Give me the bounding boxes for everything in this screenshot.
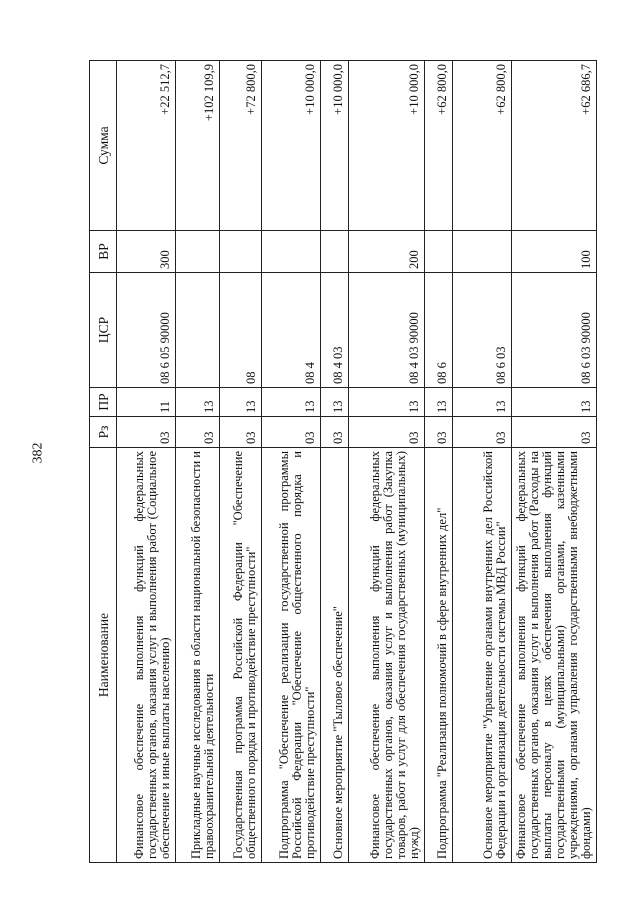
- cell-rz: 03: [512, 417, 597, 448]
- cell-csr: 08 6 03: [453, 273, 512, 388]
- cell-name: Финансовое обеспечение выполнения функций федеральных государственных органов, оказания услуг и выполнения работ (Расходы на выплаты персоналу в целях обеспечения выполнения функций государственными (муниципальными) органами, казенными учреждениями, органами управления государственными внебюджетными фондами): [512, 448, 597, 863]
- table-row: [262, 61, 321, 863]
- cell-csr: 08: [220, 273, 262, 388]
- cell-pr: 13: [453, 388, 512, 417]
- cell-pr: 13: [176, 388, 220, 417]
- cell-pr: 13: [425, 388, 453, 417]
- cell-rz: 03: [220, 417, 262, 448]
- cell-rz: 03: [117, 417, 176, 448]
- cell-name: Основное мероприятие "Управление органами внутренних дел Российской Федерации и организация деятельности системы МВД России": [453, 448, 512, 863]
- table-header-row: [90, 61, 117, 863]
- header-sum: Сумма: [90, 61, 117, 231]
- cell-pr: 13: [262, 388, 321, 417]
- cell-rz: 03: [321, 417, 349, 448]
- page-number: [27, 438, 49, 468]
- cell-sum: +62 686,7: [512, 61, 597, 231]
- cell-vr: 100: [512, 231, 597, 273]
- cell-csr: [176, 273, 220, 388]
- cell-sum: +72 800,0: [220, 61, 262, 231]
- cell-name: Прикладные научные исследования в области национальной безопасности и правоохранительной деятельности: [176, 448, 220, 863]
- cell-sum: +10 000,0: [321, 61, 349, 231]
- cell-vr: [453, 231, 512, 273]
- header-pr: ПР: [90, 388, 117, 417]
- cell-rz: 03: [349, 417, 425, 448]
- table-row: [220, 61, 262, 863]
- header-rz: Рз: [90, 417, 117, 448]
- cell-rz: 03: [453, 417, 512, 448]
- cell-name: Подпрограмма "Реализация полномочий в сфере внутренних дел": [425, 448, 453, 863]
- page-number-text: 382: [30, 442, 45, 464]
- cell-name: Финансовое обеспечение выполнения функций федеральных государственных органов, оказания услуг и выполнения работ (Социальное обеспечение и иные выплаты населению): [117, 448, 176, 863]
- cell-name: Финансовое обеспечение выполнения функций федеральных государственных органов, оказания услуг и выполнения работ (Закупка товаров, работ и услуг для обеспечения государственных (муниципальных) нужд): [349, 448, 425, 863]
- cell-rz: 03: [262, 417, 321, 448]
- table-row: [321, 61, 349, 863]
- cell-csr: 08 4: [262, 273, 321, 388]
- cell-rz: 03: [425, 417, 453, 448]
- cell-name: Государственная программа Российской Федерации "Обеспечение общественного порядка и противодействие преступности": [220, 448, 262, 863]
- budget-table: [89, 60, 597, 863]
- budget-table-container: [89, 61, 593, 863]
- cell-pr: 13: [321, 388, 349, 417]
- cell-vr: 200: [349, 231, 425, 273]
- cell-pr: 13: [220, 388, 262, 417]
- table-row: [349, 61, 425, 863]
- cell-csr: 08 6: [425, 273, 453, 388]
- cell-vr: [262, 231, 321, 273]
- table-row: [176, 61, 220, 863]
- table-row: [453, 61, 512, 863]
- header-name: Наименование: [90, 448, 117, 863]
- cell-rz: 03: [176, 417, 220, 448]
- header-csr: ЦСР: [90, 273, 117, 388]
- cell-sum: +10 000,0: [349, 61, 425, 231]
- table-row: [425, 61, 453, 863]
- cell-sum: +62 800,0: [425, 61, 453, 231]
- table-row: [117, 61, 176, 863]
- header-vr: ВР: [90, 231, 117, 273]
- cell-csr: 08 6 05 90000: [117, 273, 176, 388]
- cell-sum: +102 109,9: [176, 61, 220, 231]
- cell-pr: 13: [349, 388, 425, 417]
- table-row: [512, 61, 597, 863]
- rotated-table-frame: [89, 61, 593, 863]
- cell-vr: [425, 231, 453, 273]
- cell-name: Основное мероприятие "Тыловое обеспечение": [321, 448, 349, 863]
- cell-sum: +22 512,7: [117, 61, 176, 231]
- cell-csr: 08 6 03 90000: [512, 273, 597, 388]
- cell-vr: [220, 231, 262, 273]
- cell-pr: 13: [512, 388, 597, 417]
- cell-pr: 11: [117, 388, 176, 417]
- cell-sum: +62 800,0: [453, 61, 512, 231]
- cell-vr: [176, 231, 220, 273]
- cell-name: Подпрограмма "Обеспечение реализации государственной программы Российской Федерации "Обеспечение общественного порядка и противодействие преступности": [262, 448, 321, 863]
- cell-csr: 08 4 03 90000: [349, 273, 425, 388]
- cell-sum: +10 000,0: [262, 61, 321, 231]
- cell-vr: [321, 231, 349, 273]
- cell-vr: 300: [117, 231, 176, 273]
- cell-csr: 08 4 03: [321, 273, 349, 388]
